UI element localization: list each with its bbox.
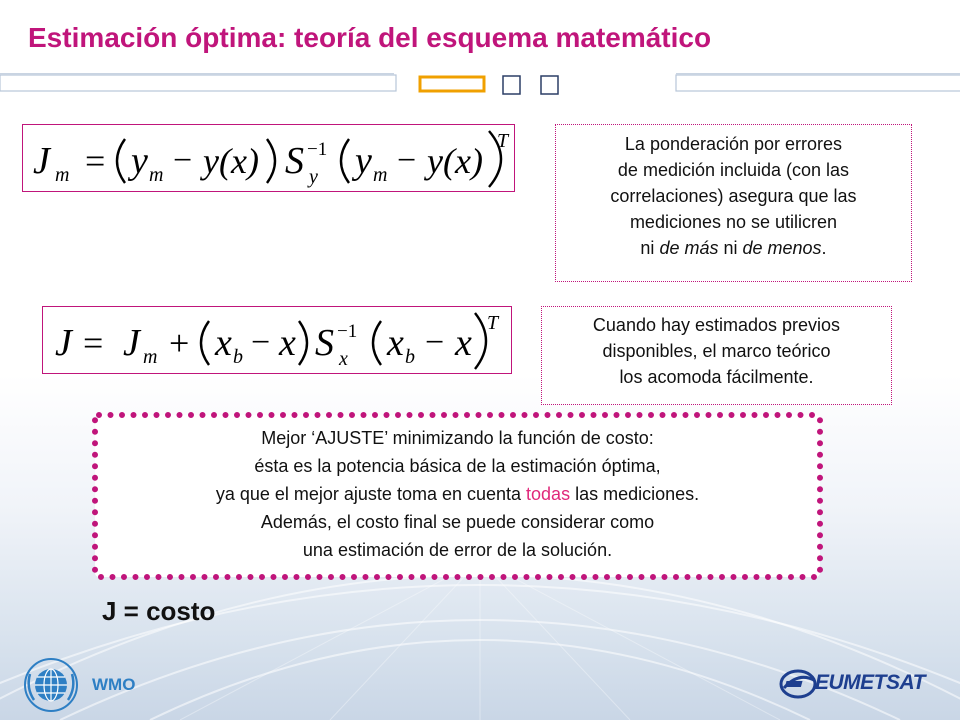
eq2-minus-1: −	[251, 324, 271, 361]
eq1-paren-open-1	[117, 139, 125, 183]
summary-line-2: ésta es la potencia básica de la estimación óptima,	[254, 456, 661, 476]
note-prior-line-1: Cuando hay estimados previos	[592, 315, 841, 335]
eq2-S: S	[315, 322, 334, 364]
summary-line-3-post: las mediciones.	[570, 484, 700, 504]
note-weighting-line-5	[556, 235, 911, 261]
summary-text	[100, 424, 815, 564]
eq1-S-sub: y	[309, 166, 318, 188]
eq2-x-sub: b	[233, 346, 243, 368]
eq1-y: y	[131, 140, 148, 182]
eq2-J-sub: m	[143, 346, 158, 368]
eq2-paren-open-2	[373, 321, 381, 365]
summary-line-4: Además, el costo final se puede considerar como	[260, 512, 655, 532]
header-bar-right	[676, 75, 960, 91]
square-outline-icon	[541, 76, 558, 94]
eq1-yx-2: y(x)	[427, 141, 483, 181]
eq2-x2-2: x	[455, 322, 472, 364]
note-weighting-line-3: correlaciones) asegura que las	[610, 186, 857, 206]
note-weighting-emphasis-menos: de menos	[742, 238, 822, 258]
header-bar-left	[0, 75, 396, 91]
eq1-S-sup: −1	[307, 139, 328, 160]
header-rule	[0, 72, 960, 102]
orange-bar-icon	[420, 77, 484, 91]
eq2-x-3: x	[387, 322, 404, 364]
summary-line-3-pre: ya que el mejor ajuste toma en cuenta	[215, 484, 527, 504]
eq1-yx-1: y(x)	[203, 141, 259, 181]
eq1-y-sub: m	[149, 164, 164, 186]
eq2-S-sub: x	[339, 348, 348, 370]
equation-measurement-cost	[22, 124, 515, 192]
eq2-x2: x	[279, 322, 296, 364]
eq1-transpose: T	[497, 130, 509, 152]
eq1-y-sub-2: m	[373, 164, 388, 186]
note-weighting-emphasis-mas: de más	[659, 238, 719, 258]
eq2-equals: =	[83, 323, 104, 363]
note-weighting-line-5-pre: ni	[640, 238, 660, 258]
eq2-paren-open-1	[201, 321, 209, 365]
square-outline-icon	[503, 76, 520, 94]
eq1-lhs: J	[33, 140, 50, 182]
eq1-S: S	[285, 140, 304, 182]
header-bar-right-edge	[676, 73, 960, 75]
eq2-plus: +	[169, 323, 190, 363]
summary-line-5: una estimación de error de la solución.	[302, 540, 613, 560]
eq1-lhs-sub: m	[55, 164, 70, 186]
eq2-minus-2: −	[425, 324, 445, 361]
note-weighting-line-5-mid: ni	[718, 238, 743, 258]
equation-measurement-cost-formula	[23, 125, 514, 191]
eq1-minus-2: −	[397, 142, 417, 179]
eq1-equals: =	[85, 141, 106, 181]
wmo-emblem-icon	[22, 656, 80, 714]
note-weighting-line-1: La ponderación por errores	[624, 134, 843, 154]
note-weighting-line-2: de medición incluida (con las	[617, 160, 850, 180]
eq1-paren-close-1	[267, 139, 275, 183]
eq2-paren-close-1	[299, 321, 307, 365]
eq1-paren-open-2	[341, 139, 349, 183]
slide-title: Estimación óptima: teoría del esquema matemático	[28, 22, 712, 53]
eq2-J: J	[123, 322, 140, 364]
eq2-x: x	[215, 322, 232, 364]
summary-highlight-todas: todas	[526, 484, 571, 504]
note-weighting-line-4: mediciones no se utilicren	[629, 212, 838, 232]
eumetsat-logo-text: EUMETSAT	[815, 671, 925, 694]
eq2-lhs: J	[55, 322, 72, 364]
eq2-S-sup: −1	[337, 321, 358, 342]
eumetsat-swoosh-icon	[778, 668, 818, 700]
eq2-transpose: T	[487, 312, 499, 334]
wmo-logo-text: WMO	[92, 675, 136, 694]
note-prior-estimates	[541, 306, 892, 405]
summary-line-3	[100, 480, 815, 508]
note-weighting	[555, 124, 912, 282]
eq1-minus-1: −	[173, 142, 193, 179]
note-prior-line-3: los acomoda fácilmente.	[619, 367, 814, 387]
header-bar-left-edge	[0, 73, 394, 75]
equation-total-cost	[42, 306, 512, 374]
note-prior-line-2: disponibles, el marco teórico	[602, 341, 831, 361]
summary-line-1: Mejor ‘AJUSTE’ minimizando la función de costo:	[261, 428, 654, 448]
eq2-x-sub-2: b	[405, 346, 415, 368]
equation-total-cost-formula	[43, 307, 511, 373]
note-weighting-line-5-post: .	[821, 238, 827, 258]
cost-label: J = costo	[102, 596, 216, 626]
eq1-y-2: y	[355, 140, 372, 182]
eq2-paren-close-2	[475, 313, 486, 369]
